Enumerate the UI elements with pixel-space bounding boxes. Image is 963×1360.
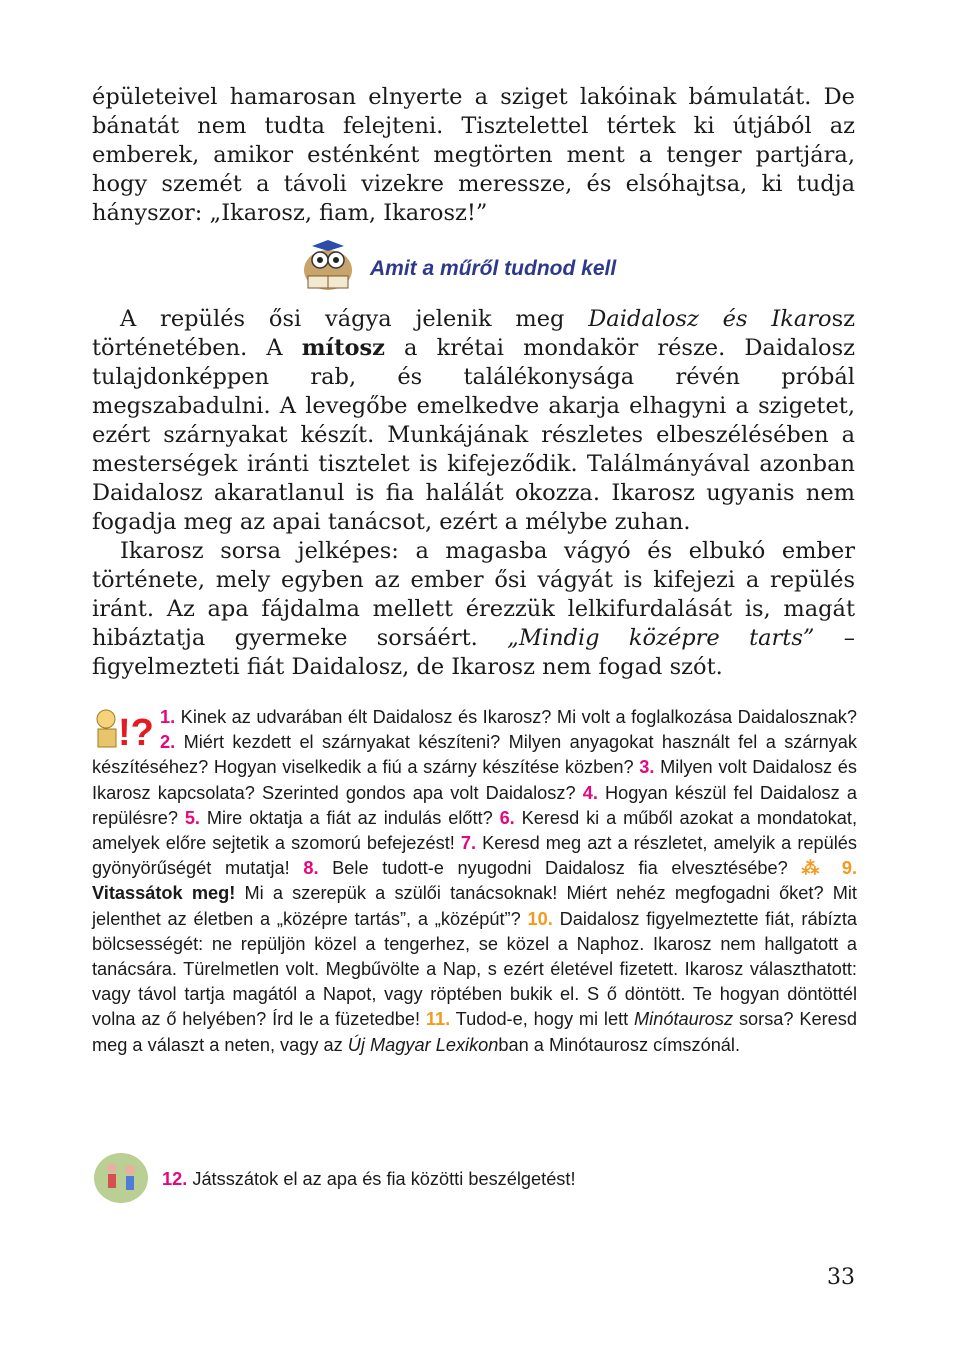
- main-text: [92, 305, 855, 682]
- question-number: 2.: [160, 732, 176, 753]
- question-number: 3.: [639, 757, 655, 778]
- question-number: 8.: [303, 858, 319, 879]
- paragraph-1-term-bold: mítosz: [301, 335, 385, 361]
- question-text: Daidalosz figyelmeztette fiát, rábízta bölcsességét: ne repüljön közel a tengerhez, se közel a Naphoz. Ikarosz nem hallgatott a tanácsára. Türelmetlen volt. Megbűvölte a Nap, s ezért életével fizetett. Ikarosz választhatott: vagy távol tartja magától a Napot, vagy röptében bukik el. S ő döntött. Te hogyan döntöttél volna az ő helyében? Írd le a füzetedbe!: [92, 908, 857, 1030]
- intro-paragraph: [92, 83, 855, 228]
- task-number: 12.: [162, 1169, 188, 1189]
- question-text: Hogyan készül fel Daidalosz a repülésre?: [92, 782, 857, 828]
- question-text: Keresd meg azt a részletet, amelyik a repülés gyönyörűségét mutatja!: [92, 833, 857, 879]
- question-text: Kinek az udvarában élt Daidalosz és Ikarosz? Mi volt a foglalkozása Daidalosznak?: [175, 707, 857, 727]
- page-number: 33: [827, 1265, 855, 1290]
- question-number: 5.: [184, 807, 200, 828]
- question-exclamation-icon: [92, 705, 154, 751]
- question-number: 11.: [425, 1009, 451, 1030]
- questions-block: [92, 705, 857, 1058]
- questions-text: [92, 705, 857, 1058]
- reading-owl-icon: [298, 238, 358, 299]
- paragraph-1-text: sz történetében. A: [92, 306, 856, 361]
- paragraph-1: [92, 305, 855, 537]
- question-number: 7.: [460, 833, 477, 854]
- role-play-icon: [92, 1150, 150, 1209]
- paragraph-2-quote-italic: „Mindig középre tarts”: [507, 625, 815, 651]
- paragraph-1-title-italic: Daidalosz és Ikaro: [588, 306, 832, 332]
- question-number: 6.: [499, 807, 515, 828]
- question-text: Miért kezdett el szárnyakat készíteni? Milyen anyagokat használt fel a szárnyak készítéséhez? Hogyan viselkedik a fiú a szárny készítése közben?: [92, 732, 857, 778]
- question-text: Mi a szerepük a szülői tanácsoknak! Miért nehéz megfogadni őket? Mit jelenthet az életben a „középre tartás”, a „középút”?: [92, 883, 857, 929]
- question-number: 10.: [527, 908, 553, 929]
- question-italic-text: Minótaurosz: [634, 1009, 734, 1030]
- question-text: Milyen volt Daidalosz és Ikarosz kapcsolata? Szerinted gondos apa volt Daidalosz?: [92, 757, 857, 803]
- question-text: Tudod-e, hogy mi lett: [450, 1009, 635, 1030]
- task-12-line: [162, 1169, 576, 1190]
- paragraph-2: [92, 537, 855, 682]
- section-title: Amit a műről tudnod kell: [370, 256, 617, 280]
- question-number: 9.: [841, 858, 857, 879]
- question-text: sorsa? Keresd meg a választ a neten, vagy az: [92, 1009, 857, 1055]
- question-text: Mire oktatja a fiát az indulás előtt?: [199, 807, 500, 828]
- paragraph-2-text: – figyelmezteti fiát Daidalosz, de Ikarosz nem fogad szót.: [92, 625, 855, 680]
- intro-text: épületeivel hamarosan elnyerte a sziget lakóinak bámulatát. De bánatát nem tudta felejteni. Tisztelettel tértek ki útjából az emberek, amikor esténként megtörten ment a tenger partjára, hogy szemét a távoli vizekre meressze, és elsóhajtsa, ki tudja hányszor: „Ikarosz, fiam, Ikarosz!”: [92, 84, 855, 226]
- question-text: ban a Minótaurosz címszónál.: [498, 1034, 741, 1055]
- question-italic-text: Új Magyar Lexikon: [347, 1034, 499, 1055]
- svg-text:!?: !?: [118, 712, 154, 751]
- question-number: 1.: [160, 707, 176, 727]
- paragraph-1-text: a krétai mondakör része. Daidalosz tulajdonképpen rab, és találékonysága révén próbál megszabadulni. A levegőbe emelkedve akarja elhagyni a szigetet, ezért szárnyakat készít. Munkájának részletes elbeszélésében a mesterségek iránti tisztelet is kifejeződik. Találmányával azonban Daidalosz akaratlanul is fia halálát okozza. Ikarosz ugyanis nem fogadja meg az apai tanácsot, ezért a mélybe zuhan.: [92, 335, 855, 535]
- paragraph-2-text: Ikarosz sorsa jelképes: a magasba vágyó és elbukó ember története, mely egyben az ember ősi vágyát is kifejezi a repülés iránt. Az apa fájdalma mellett érezzük lelkifurdalását is, magát hibáztatja gyermeke sorsáért.: [92, 538, 855, 651]
- question-number: 4.: [582, 782, 598, 803]
- question-text: Bele tudott-e nyugodni Daidalosz fia elvesztésébe?: [318, 858, 802, 879]
- paragraph-1-text: A repülés ősi vágya jelenik meg: [120, 306, 589, 332]
- question-text: Keresd ki a műből azokat a mondatokat, amelyek előre sejtetik a szomorú befejezést!: [92, 807, 857, 854]
- star-cluster-icon: ⁂: [801, 858, 829, 879]
- section-heading: [298, 238, 616, 299]
- question-bold-text: Vitassátok meg!: [92, 883, 236, 904]
- task-text: Játsszátok el az apa és fia közötti beszélgetést!: [187, 1169, 576, 1189]
- task-12: [92, 1150, 576, 1209]
